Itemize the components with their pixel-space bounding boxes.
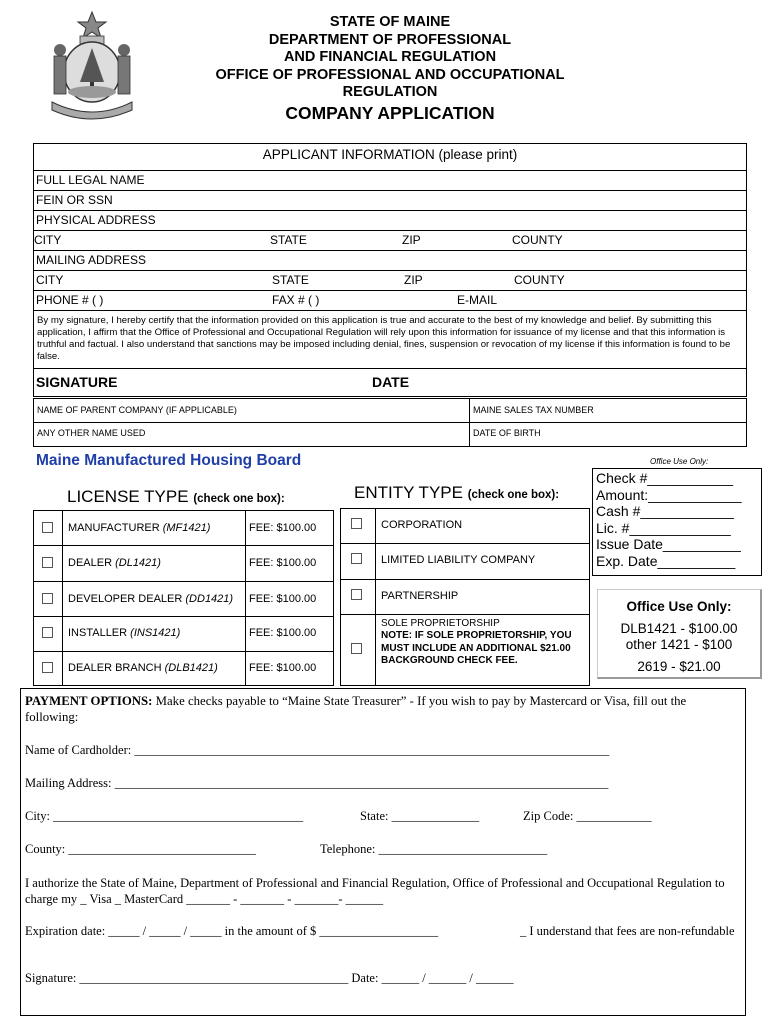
physical-address-field[interactable]	[33, 210, 746, 230]
form-header	[170, 14, 610, 122]
header-line-3: AND FINANCIAL REGULATION	[283, 49, 497, 65]
entity-type-heading	[354, 483, 559, 503]
mailing-city-row[interactable]	[33, 270, 746, 290]
understand-fees-checkbox-label[interactable]: _ I understand that fees are non-refundable	[520, 924, 735, 938]
license-heading-text: LICENSE TYPE	[67, 487, 189, 506]
mailing-address-label: MAILING ADDRESS	[36, 253, 147, 267]
mailing-state-label: STATE	[272, 273, 309, 287]
phone-label: PHONE # ( )	[36, 293, 104, 307]
entity-name: CORPORATION	[381, 519, 463, 531]
legal-name-label: FULL LEGAL NAME	[36, 173, 145, 187]
office-fee-line-3: 2619 - $21.00	[637, 659, 721, 674]
license-heading-note: (check one box):	[193, 493, 285, 505]
license-checkbox[interactable]	[42, 522, 53, 533]
license-name: DEALER BRANCH	[68, 662, 162, 674]
license-name: MANUFACTURER	[68, 522, 160, 534]
license-code: (INS1421)	[130, 627, 181, 639]
signature-label: SIGNATURE	[36, 374, 118, 390]
license-fee: FEE: $100.00	[249, 522, 317, 534]
payment-zip-field[interactable]: Zip Code: ____________	[523, 809, 652, 823]
office-fee-line-1: DLB1421 - $100.00	[620, 621, 738, 636]
fein-label: FEIN OR SSN	[36, 193, 113, 207]
contact-row[interactable]	[33, 290, 746, 310]
entity-name: PARTNERSHIP	[381, 590, 459, 602]
legal-name-field[interactable]	[33, 170, 746, 190]
entity-checkbox[interactable]	[351, 589, 362, 600]
entity-checkbox[interactable]	[351, 518, 362, 529]
cardholder-name-field[interactable]: Name of Cardholder: ____________________________________________________________________________	[25, 743, 610, 757]
mailing-address-payment-field[interactable]: Mailing Address: _______________________________________________________________________________	[25, 776, 609, 790]
license-type-heading	[67, 487, 285, 507]
physical-address-label: PHYSICAL ADDRESS	[36, 213, 156, 227]
license-checkbox[interactable]	[42, 627, 53, 638]
license-fee: FEE: $100.00	[249, 593, 317, 605]
header-line-4: OFFICE OF PROFESSIONAL AND OCCUPATIONAL	[215, 66, 565, 83]
fein-field[interactable]	[33, 190, 746, 210]
form-title: COMPANY APPLICATION	[285, 102, 495, 123]
state-seal-logo	[46, 10, 138, 122]
sole-proprietorship-note: NOTE: IF SOLE PROPRIETORSHIP, YOU MUST INCLUDE AN ADDITIONAL $21.00 BACKGROUND CHECK FEE.	[381, 630, 572, 666]
dob-label[interactable]: DATE OF BIRTH	[473, 428, 541, 438]
license-checkbox[interactable]	[42, 662, 53, 673]
license-code: (DL1421)	[115, 557, 161, 569]
office-use-label-2: Office Use Only:	[626, 599, 732, 614]
license-name: DEVELOPER DEALER	[68, 593, 183, 605]
office-exp-date-line: Exp. Date__________	[596, 552, 736, 569]
payment-state-field[interactable]: State: ______________	[360, 809, 480, 823]
office-use-box-2	[597, 589, 762, 679]
office-check-line: Check #___________	[596, 470, 734, 486]
entity-heading-note: (check one box):	[467, 489, 560, 501]
office-issue-date-line: Issue Date__________	[596, 536, 741, 552]
payment-intro	[25, 693, 737, 725]
mailing-county-label: COUNTY	[514, 273, 565, 287]
payment-heading: PAYMENT OPTIONS:	[25, 694, 153, 708]
payment-county-field[interactable]: County: ______________________________	[25, 842, 256, 856]
sales-tax-label[interactable]: MAINE SALES TAX NUMBER	[473, 405, 594, 415]
email-label: E-MAIL	[457, 293, 498, 307]
office-use-box-1	[592, 468, 762, 576]
license-code: (DLB1421)	[164, 662, 218, 674]
entity-checkbox[interactable]	[351, 553, 362, 564]
other-name-label[interactable]: ANY OTHER NAME USED	[37, 428, 146, 438]
physical-city-row[interactable]	[33, 230, 746, 250]
license-type-table	[33, 510, 334, 686]
payment-signature-field[interactable]: Signature: ___________________________________________ Date: ______ / ______ / ______	[25, 971, 514, 985]
payment-telephone-field[interactable]: Telephone: ___________________________	[320, 842, 548, 856]
header-line-1: STATE OF MAINE	[329, 14, 451, 30]
license-checkbox[interactable]	[42, 557, 53, 568]
applicant-heading: APPLICANT INFORMATION (please print)	[262, 147, 518, 162]
license-code: (DD1421)	[185, 593, 234, 605]
license-code: (MF1421)	[162, 522, 211, 534]
city-label: CITY	[34, 233, 62, 247]
state-label: STATE	[270, 233, 307, 247]
zip-label: ZIP	[402, 233, 421, 247]
office-cash-line: Cash #____________	[596, 503, 734, 519]
entity-type-table	[340, 508, 590, 686]
board-name: Maine Manufactured Housing Board	[36, 452, 302, 469]
date-label: DATE	[372, 374, 410, 390]
mailing-zip-label: ZIP	[404, 273, 423, 287]
mailing-address-field[interactable]	[33, 250, 746, 270]
entity-name: LIMITED LIABILITY COMPANY	[381, 554, 536, 566]
understand-fees-text	[25, 923, 737, 939]
license-name: DEALER	[68, 557, 113, 569]
payment-intro-text: Make checks payable to “Maine State Treasurer” - If you wish to pay by Mastercard or Visa, fill out the following:	[25, 694, 687, 724]
authorization-text[interactable]: I authorize the State of Maine, Department of Professional and Financial Regulation, Office of Professional and Occupational Regulation to charge my _ Visa _ MasterCard _______ - _______ - _______- ______	[25, 876, 725, 906]
county-label: COUNTY	[512, 233, 563, 247]
office-use-label-1: Office Use Only:	[650, 457, 709, 466]
fax-label: FAX # ( )	[272, 293, 320, 307]
payment-city-field[interactable]: City: ________________________________________	[25, 809, 304, 823]
parent-company-label[interactable]: NAME OF PARENT COMPANY (IF APPLICABLE)	[37, 405, 237, 415]
license-name: INSTALLER	[68, 627, 128, 639]
certification-text: By my signature, I hereby certify that the information provided on this application is true and accurate to the best of my knowledge and belief. By submitting this application, I affirm that the Office of Professional and Occupational Regulation will rely upon this information for issuance of my license and that this information is truthful and factual. I also understand that sanctions may be imposed including denial, fines, suspension or revocation of my license if this information is found to be false.	[33, 310, 746, 368]
license-fee: FEE: $100.00	[249, 627, 317, 639]
office-fee-line-2: other 1421 - $100	[625, 637, 733, 652]
expiration-field[interactable]: Expiration date: _____ / _____ / _____ in the amount of $ ___________________	[25, 924, 439, 938]
office-license-line: Lic. #_____________	[596, 519, 731, 536]
header-line-2: DEPARTMENT OF PROFESSIONAL	[268, 31, 512, 48]
office-amount-line: Amount:____________	[596, 486, 742, 503]
mailing-city-label: CITY	[36, 273, 64, 287]
signature-row[interactable]	[33, 368, 746, 397]
entity-heading-text: ENTITY TYPE	[354, 483, 463, 502]
entity-checkbox[interactable]	[351, 643, 362, 654]
license-fee: FEE: $100.00	[249, 662, 317, 674]
entity-name: SOLE PROPRIETORSHIP	[381, 618, 500, 629]
license-fee: FEE: $100.00	[249, 557, 317, 569]
header-line-5: REGULATION	[342, 84, 438, 100]
license-checkbox[interactable]	[42, 593, 53, 604]
